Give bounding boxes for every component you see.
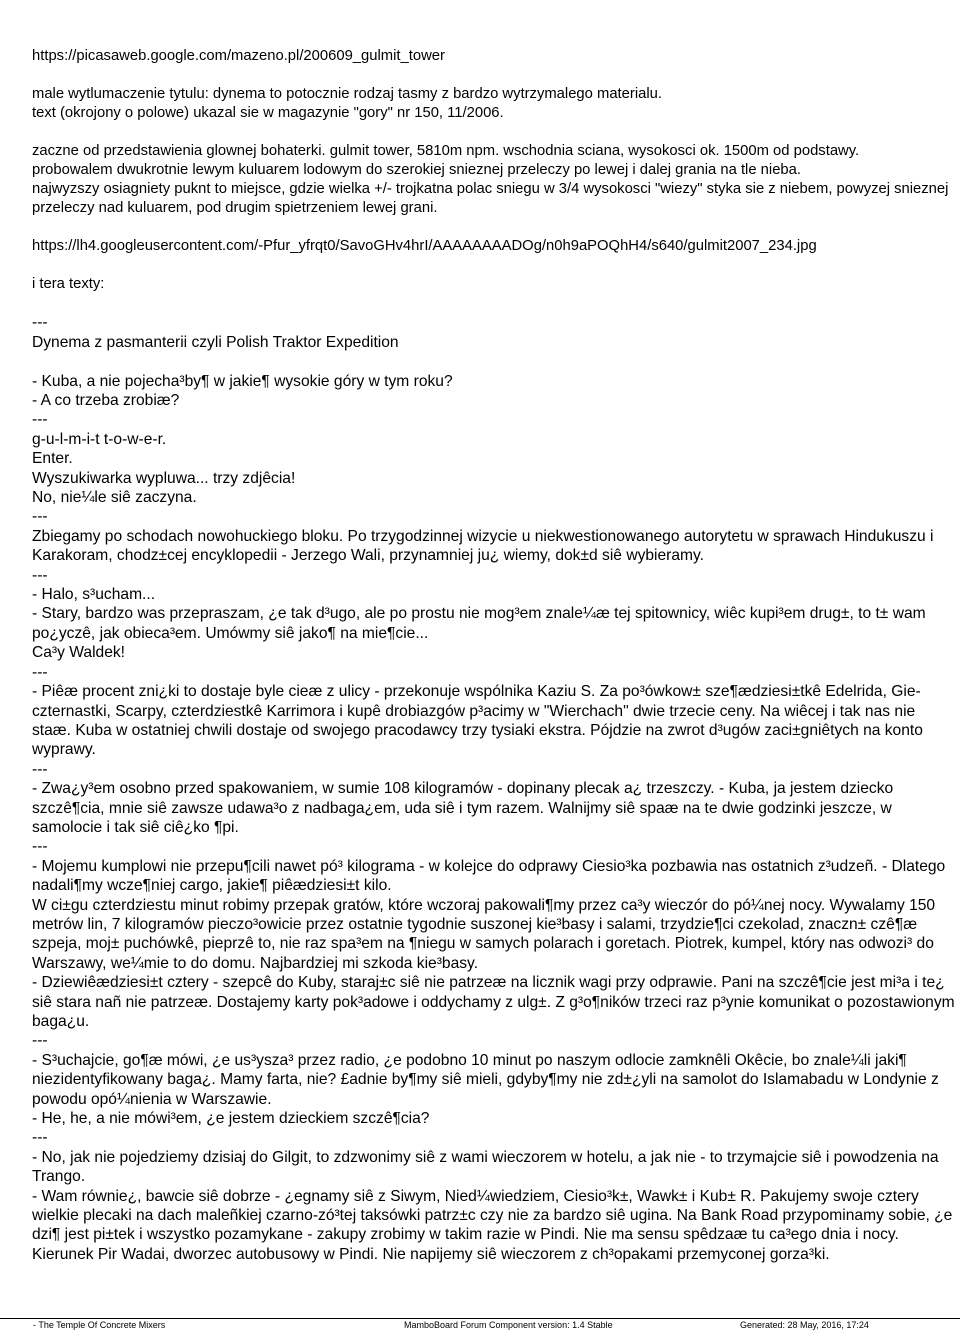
footer-generated-date: Generated: 28 May, 2016, 17:24 bbox=[740, 1320, 869, 1330]
picasa-album-link[interactable]: https://picasaweb.google.com/mazeno.pl/200609_gulmit_tower bbox=[32, 48, 445, 64]
footer-site-name: - The Temple Of Concrete Mixers bbox=[33, 1320, 166, 1330]
title-explanation: male wytlumaczenie tytulu: dynema to potocznie rodzaj tasmy z bardzo wytrzymalego materialu. text (okrojony o polowe) ukazal sie w magazynie "gory" nr 150, 11/2006. bbox=[32, 86, 662, 121]
story-body: - Kuba, a nie pojecha³by¶ w jakie¶ wysokie góry w tym roku? - A co trzeba zrobiæ? --- g-u-l-m-i-t t-o-w-e-r. Enter. Wyszukiwarka wypluwa... trzy zdjêcia! No, nie¼le siê zaczyna. --- Zbiegamy po schodach nowohuckiego bloku. Po trzygodzinnej wizycie u niekwestionowanego autorytetu w sprawach Hindukuszu i Karakoram, chodz±cej encyklopedii - Jerzego Wali, przynamniej ju¿ wiemy, dok±d siê wybieramy. --- - Halo, s³ucham... - Stary, bardzo was przepraszam, ¿e tak d³ugo, ale po prostu nie mog³em znale¼æ tej spitownicy, wiêc kupi³em drug±, to t± wam po¿yczê, jak obieca³em. Umówmy siê jako¶ na mie¶cie... Ca³y Waldek! --- - Piêæ procent zni¿ki to dostaje byle cieæ z ulicy - przekonuje wspólnika Kaziu S. Za po³ówkow± sze¶ædziesi±tkê Edelrida, Gie-czternastki, Scarpy, czterdziestkê Karrimora i kupê drobiazgów p³acimy w "Wierchach" dwie trzecie ceny. Na wiêcej i tak nas nie staæ. Kuba w ostatniej chwili dostaje od swojego pracodawcy trzy tysiaki ekstra. Pójdzie na zwrot d³ugów zaci±gniêtych na konto wyprawy. --- - Zwa¿y³em osobno przed spakowaniem, w sumie 108 kilogramów - dopinany plecak a¿ trzeszczy. - Kuba, ja jestem dziecko szczê¶cia, mnie siê zawsze udawa³o z nadbaga¿em, uda siê i tym razem. Walnijmy siê spaæ na te dwie godzinki jeszcze, w samolocie i tak siê ciê¿ko ¶pi. --- - Mojemu kumplowi nie przepu¶cili nawet pó³ kilograma - w kolejce do odprawy Ciesio³ka pozbawia nas ostatnich z³udzeñ. - Dlatego nadali¶my wcze¶niej cargo, jakie¶ piêædziesi±t kilo. W ci±gu czterdziestu minut robimy przepak gratów, które wczoraj pakowali¶my przez ca³y wieczór do pó¼nej nocy. Wywalamy 150 metrów lin, 7 kilogramów pieczo³owicie przez ostatnie tygodnie suszonej kie³basy i salami, trzydzie¶ci czekolad, znaczn± czê¶æ szpeja, moj± puchówkê, pieprzê to, nie raz spa³em na ¶niegu w samych polarach i goretach. Piotrek, kumpel, który nas odwozi³ do Warszawy, we¼mie to do domu. Najbardziej mi szkoda kie³basy. - Dziewiêædziesi±t cztery - szepcê do Kuby, staraj±c siê nie patrzeæ na licznik wagi przy odprawie. Pani na szczê¶cie jest mi³a i te¿ siê stara nañ nie patrzeæ. Dostajemy karty pok³adowe i oddychamy z ulg±. Z g³o¶ników trzeci raz p³ynie komunikat o pozostawionym baga¿u. --- - S³uchajcie, go¶æ mówi, ¿e us³ysza³ przez radio, ¿e podobno 10 minut po naszym odlocie zamknêli Okêcie, bo znale¼li jaki¶ niezidentyfikowany baga¿. Mamy farta, nie? £adnie by¶my siê mieli, gdyby¶my nie zd±¿yli na samolot do Islamabadu w Londynie z powodu opó¼nienia w Warszawie. - He, he, a nie mówi³em, ¿e jestem dzieckiem szczê¶cia? --- - No, jak nie pojedziemy dzisiaj do Gilgit, to zdzwonimy siê z wami wieczorem w hotelu, a jak nie - to trzymajcie siê i powodzenia na Trango. - Wam równie¿, bawcie siê dobrze - ¿egnamy siê z Siwym, Nied¼wiedziem, Ciesio³k±, Wawk± i Kub± R. Pakujemy swoje cztery wielkie plecaki na dach maleñkiej czarno-zó³tej taksówki patrz±c czy nie za bardzo siê ugina. Na Bank Road przypominamy sobie, ¿e dzi¶ jest pi±tek i wszystko pozamykane - zakupy zrobimy w takim razie w Pindi. Nie ma sensu spêdzaæ tu ca³ego dnia i nocy. Kierunek Pir Wadai, dworzec autobusowy w Pindi. Nie napijemy siê wieczorem z ch³opakami przemyconej gorza³ki. bbox=[32, 372, 955, 1263]
story-title: --- Dynema z pasmanterii czyli Polish Traktor Expedition bbox=[32, 314, 399, 351]
texts-intro: i tera texty: bbox=[32, 276, 105, 292]
page-footer bbox=[0, 1318, 960, 1333]
photo-link[interactable]: https://lh4.googleusercontent.com/-Pfur_yfrqt0/SavoGHv4hrI/AAAAAAAADOg/n0h9aPOQhH4/s640/gulmit2007_234.jpg bbox=[32, 238, 817, 254]
post-content bbox=[32, 47, 958, 1264]
mountain-description: zaczne od przedstawienia glownej bohaterki. gulmit tower, 5810m npm. wschodnia sciana, wysokosci ok. 1500m od podstawy. probowalem dwukrotnie lewym kuluarem lodowym do szerokiej snieznej przeleczy po lewej i dalej grania na tle nieba. najwyzszy osiagniety puknt to miejsce, gdzie wielka +/- trojkatna polac sniegu w 3/4 wysokosci "wiezy" styka sie z niebem, powyzej snieznej przeleczy nad kuluarem, pod drugim spietrzeniem lewej grani. bbox=[32, 143, 949, 216]
intro-section bbox=[32, 47, 958, 294]
story-section bbox=[32, 313, 958, 1264]
footer-component-version: MamboBoard Forum Component version: 1.4 Stable bbox=[404, 1320, 613, 1330]
